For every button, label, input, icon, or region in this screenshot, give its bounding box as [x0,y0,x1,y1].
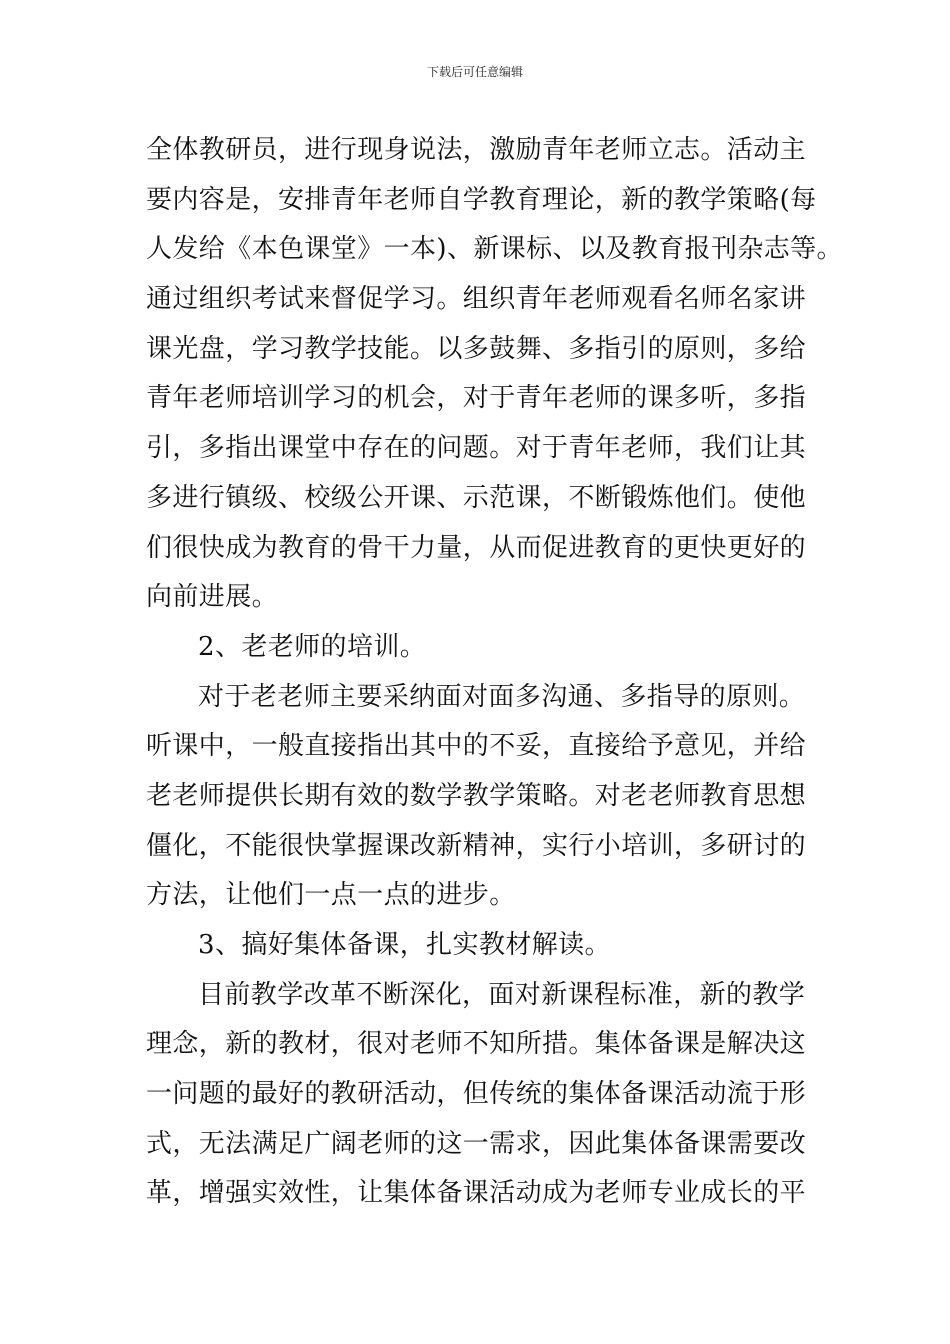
page-header [0,64,950,80]
section-heading: 2、老老师的培训。 [198,631,427,662]
body-line: 老老师提供长期有效的数学教学策略。对老老师教育思想 [146,780,807,811]
body-line: 方法，让他们一点一点的进步。 [146,880,516,911]
document-body [146,126,843,1219]
paragraph-first-line: 目前教学改革不断深化，面对新课程标准，新的教学 [198,979,806,1010]
body-line: 人发给《本色课堂》一本)、新课标、以及教育报刊杂志等。 [146,234,843,265]
body-line: 要内容是，安排青年老师自学教育理论，新的教学策略(每 [146,184,817,215]
header-text: 下载后可任意编辑 [426,65,523,79]
body-line: 通过组织考试来督促学习。组织青年老师观看名师名家讲 [146,284,807,315]
body-line: 式，无法满足广阔老师的这一需求，因此集体备课需要改 [146,1128,807,1159]
body-line: 全体教研员，进行现身说法，激励青年老师立志。活动主 [146,135,807,165]
body-line: 青年老师培训学习的机会，对于青年老师的课多听，多指 [146,383,807,414]
body-line: 听课中，一般直接指出其中的不妥，直接给予意见，并给 [146,731,807,762]
body-line: 引，多指出课堂中存在的问题。对于青年老师，我们让其 [146,433,807,464]
body-line: 革，增强实效性，让集体备课活动成为老师专业成长的平 [146,1178,807,1209]
body-line: 理念，新的教材，很对老师不知所措。集体备课是解决这 [146,1029,807,1060]
section-heading: 3、搞好集体备课，扎实教材解读。 [198,930,611,960]
body-line: 们很快成为教育的骨干力量，从而促进教育的更快更好的 [146,532,807,563]
body-line: 一问题的最好的教研活动，但传统的集体备课活动流于形 [146,1079,807,1110]
body-line: 多进行镇级、校级公开课、示范课，不断锻炼他们。使他 [146,482,807,513]
paragraph-first-line: 对于老老师主要采纳面对面多沟通、多指导的原则。 [198,681,806,712]
body-line: 僵化，不能很快掌握课改新精神，实行小培训，多研讨的 [146,830,807,861]
body-line: 向前进展。 [146,582,279,613]
body-line: 课光盘，学习教学技能。以多鼓舞、多指引的原则，多给 [146,333,807,364]
